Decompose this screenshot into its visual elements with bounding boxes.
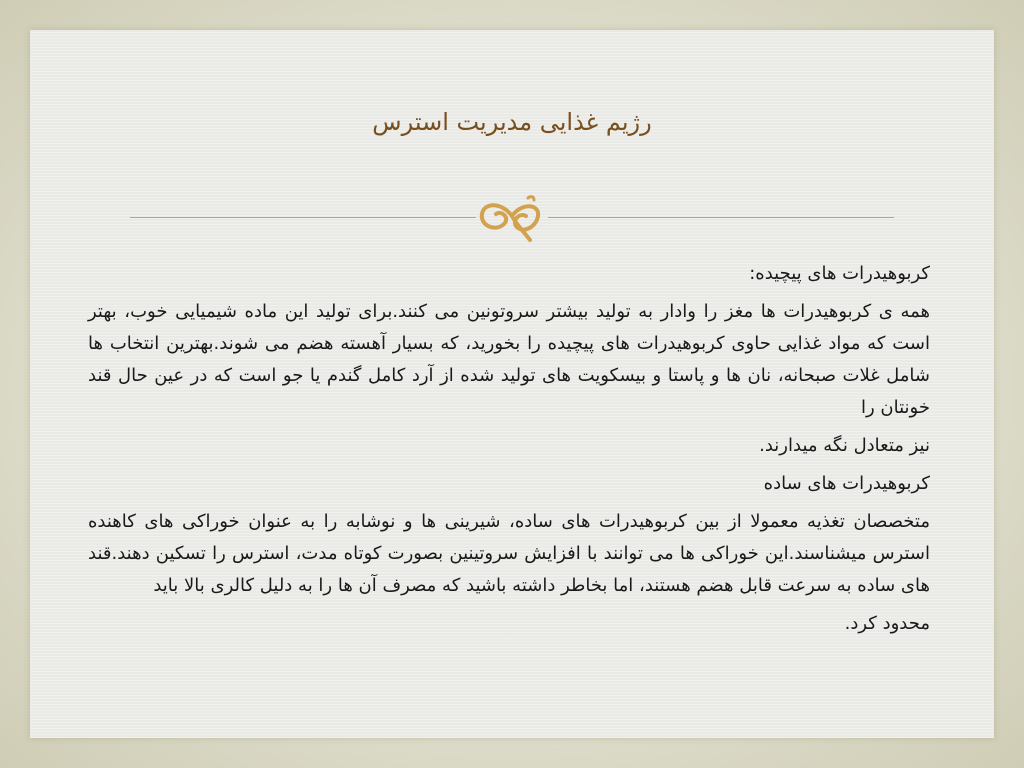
divider-line-right (548, 217, 894, 218)
slide (30, 30, 994, 738)
paragraph-simple-carbs-end: محدود کرد. (844, 613, 930, 634)
paragraph-complex-carbs: همه ی کربوهیدرات ها مغز را وادار به تولید بیشتر سروتونین می کنند.برای تولید این ماده شیمیایی خوب، بهتر است که مواد غذایی حاوی کربوهیدرات های پیچیده را بخورید، که بسیار آهسته هضم می شوند.بهترین انتخاب ها شامل غلات صبحانه، نان ها و پاستا و بیسکویت های تولید شده از آرد کامل گندم یا جو است که در عین حال قند خونتان را (88, 301, 930, 418)
slide-title: رژیم غذایی مدیریت استرس (372, 108, 652, 136)
flourish-icon (472, 194, 552, 244)
divider-line-left (130, 217, 476, 218)
paragraph-complex-carbs-end: نیز متعادل نگه میدارند. (759, 435, 930, 456)
title-divider (130, 208, 894, 252)
heading-complex-carbs: کربوهیدرات های پیچیده: (749, 263, 930, 284)
paragraph-simple-carbs: متخصصان تغذیه معمولا از بین کربوهیدرات های ساده، شیرینی ها و نوشابه را به عنوان خوراکی های کاهنده استرس میشناسند.این خوراکی ها می توانند با افزایش سروتینین بصورت کوتاه مدت، استرس را تسکین دهند.قند های ساده به سرعت قابل هضم هستند، اما بخاطر داشته باشید که مصرف آن ها را به دلیل کالری بالا باید (88, 511, 930, 596)
slide-body (88, 258, 930, 646)
heading-simple-carbs: کربوهیدرات های ساده (763, 473, 930, 494)
